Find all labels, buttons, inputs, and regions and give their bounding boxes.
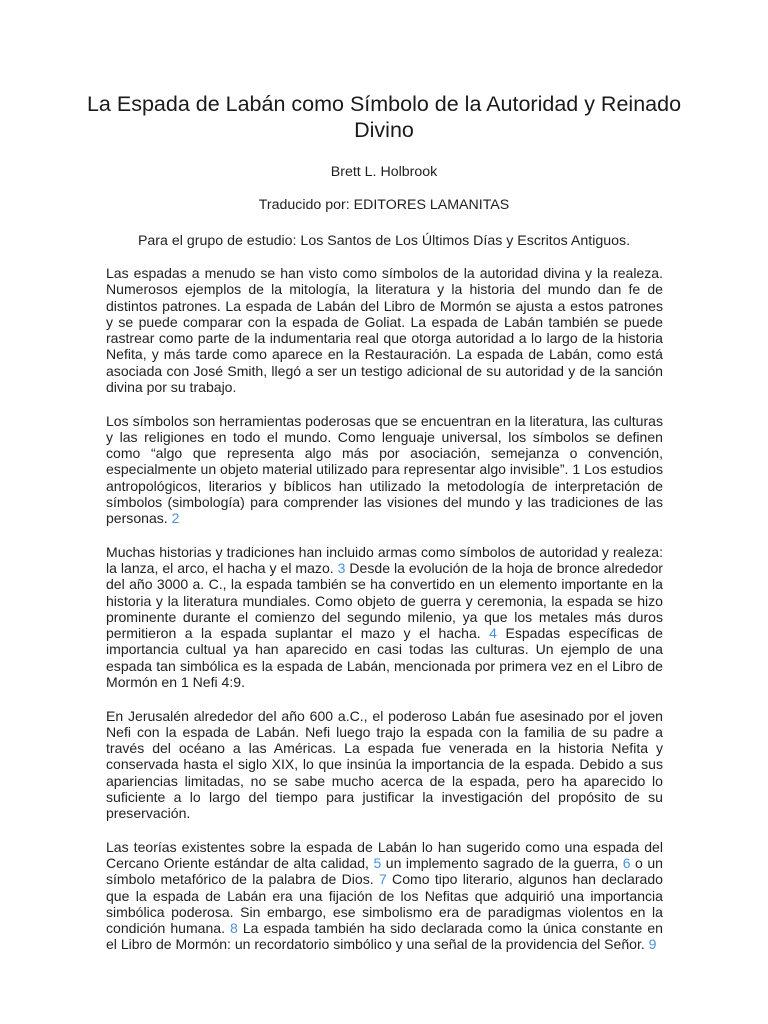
paragraph-text: Las espadas a menudo se han visto como símbolos de la autoridad divina y la realeza. Numerosos ejemplos de la mitología, la literatura y la historia del mundo dan fe de distintos patrones. La espada de Labán del Libro de Mormón se ajusta a estos patrones y se puede comparar con la espada de Goliat. La espada de Labán también se puede rastrear como parte de la indumentaria real que otorga autoridad a lo largo de la historia Nefita, y más tarde como aparece en la Restauración. La espada de Labán, como está asociada con José Smith, llegó a ser un testigo adicional de su autoridad y de la sanción divina por su trabajo. [106, 265, 663, 395]
paragraph-text: Espadas específicas de importancia cultual ya han aparecido en casi todas las culturas. Un ejemplo de una espada tan simbólica es la espada de Labán, mencionada por primera vez en el Libro de Mormón en 1 Nefi 4:9. [106, 625, 663, 690]
study-group-line: Para el grupo de estudio: Los Santos de Los Últimos Días y Escritos Antiguos. [137, 233, 631, 249]
translator-line: Traducido por: EDITORES LAMANITAS [258, 197, 510, 213]
footnote-link[interactable]: 3 [337, 560, 346, 576]
body-paragraph [106, 544, 663, 690]
body-paragraph [106, 413, 663, 527]
footnote-link[interactable]: 9 [648, 936, 657, 953]
footnote-link[interactable]: 2 [171, 510, 180, 526]
paragraph-text: Las teorías existentes sobre la espada de Labán lo han sugerido como una espada del Cercano Oriente estándar de alta calidad, [106, 838, 663, 871]
document-body [106, 265, 663, 970]
paragraph-text: Muchas historias y tradiciones han incluido armas como símbolos de autoridad y realeza: la lanza, el arco, el hacha y el mazo. [106, 543, 663, 576]
body-paragraph [106, 265, 663, 395]
paragraph-text: En Jerusalén alrededor del año 600 a.C., el poderoso Labán fue asesinado por el joven Nefi con la espada de Labán. Nefi luego trajo la espada con la familia de su padre a través del océano a las Américas. La espada fue venerada en la historia Nefita y conservada hasta el siglo XIX, lo que insinúa la importancia de la espada. Debido a sus apariencias limitadas, no se sabe mucho acerca de la espada, pero ha aparecido lo suficiente a lo largo del tiempo para justificar la investigación del propósito de su preservación. [106, 707, 663, 821]
body-paragraph [106, 839, 663, 953]
paragraph-text: un implemento sagrado de la guerra, [381, 855, 623, 871]
author-line: Brett L. Holbrook [330, 164, 438, 180]
footnote-link[interactable]: 7 [378, 871, 387, 888]
paragraph-text: o un símbolo metafórico de la palabra de Dios. [106, 855, 663, 888]
body-paragraph [106, 708, 663, 822]
paragraph-text: Desde la evolución de la hoja de bronce alrededor del año 3000 a. C., la espada también se ha convertido en un elemento importante en la historia y la literatura mundiales. Como objeto de guerra y ceremonia, la espada se hizo prominente durante el comienzo del segundo milenio, ya que los metales más duros permitieron a la espada suplantar el mazo y el hacha. [106, 560, 663, 641]
paragraph-text: Como tipo literario, algunos han declarado que la espada de Labán era una fijación de los Nefitas que adquirió una importancia simbólica poderosa. Sin embargo, ese simbolismo era de paradigmas violentos en la condición humana. [106, 871, 663, 936]
paragraph-text: La espada también ha sido declarada como la única constante en el Libro de Mormón: un recordatorio simbólico y una señal de la providencia del Señor. [106, 920, 663, 953]
footnote-link[interactable]: 6 [622, 855, 631, 871]
paragraph-text: Los símbolos son herramientas poderosas que se encuentran en la literatura, las culturas y las religiones en todo el mundo. Como lenguaje universal, los símbolos se definen como “algo que representa algo más por asociación, semejanza o convención, especialmente un objeto material utilizado para representar algo invisible”. 1 Los estudios antropológicos, literarios y bíblicos han utilizado la metodología de interpretación de símbolos (simbología) para comprender las visiones del mundo y las tradiciones de las personas. [106, 412, 663, 526]
footnote-link[interactable]: 5 [373, 855, 382, 871]
footnote-link[interactable]: 4 [489, 625, 497, 641]
footnote-link[interactable]: 8 [230, 920, 238, 936]
document-title: La Espada de Labán como Símbolo de la Autoridad y Reinado Divino [86, 92, 682, 142]
